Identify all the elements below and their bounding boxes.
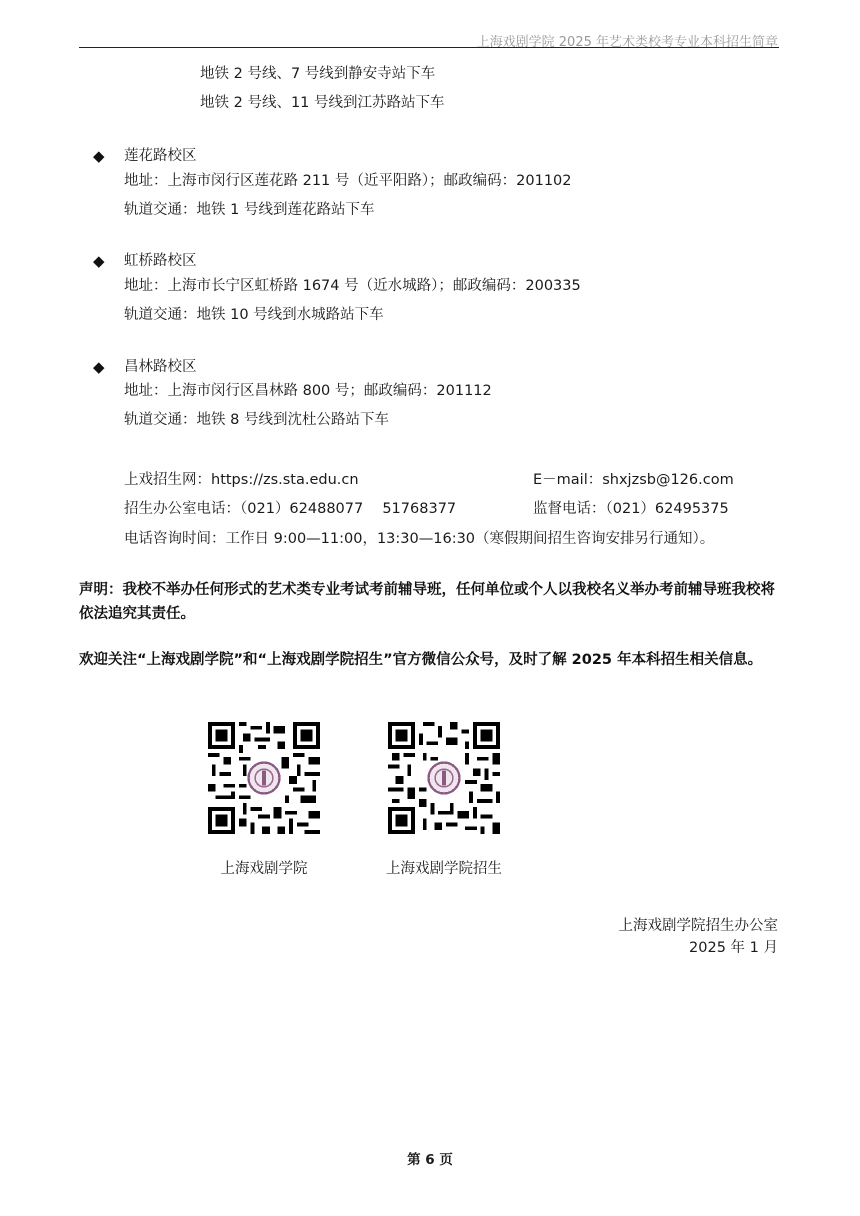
office-phone: 招生办公室电话：（021）62488077 51768377	[124, 501, 457, 517]
diamond-bullet-icon: ◆	[93, 252, 105, 270]
admissions-website[interactable]: 上戏招生网：https://zs.sta.edu.cn	[124, 472, 359, 488]
admissions-email[interactable]: E－mail：shxjzsb@126.com	[533, 472, 734, 488]
supervision-phone: 监督电话：（021）62495375	[533, 501, 729, 517]
campus-address: 地址：上海市闵行区莲花路 211 号（近平阳路）；邮政编码：201102	[124, 173, 572, 189]
qr-code-shanghai-theatre-academy-admissions	[388, 722, 500, 834]
qr-label: 上海戏剧学院招生	[386, 861, 502, 877]
header-divider	[79, 47, 779, 48]
welcome-paragraph: 欢迎关注“上海戏剧学院”和“上海戏剧学院招生”官方微信公众号，及时了解 2025 年本科招生相关信息。	[79, 652, 763, 668]
campus-name: 虹桥路校区	[124, 253, 197, 269]
qr-label: 上海戏剧学院	[220, 861, 308, 877]
campus-name: 昌林路校区	[124, 359, 197, 375]
campus-name: 莲花路校区	[124, 148, 197, 164]
campus-transit: 轨道交通：地铁 10 号线到水城路站下车	[124, 307, 384, 323]
campus-transit: 轨道交通：地铁 8 号线到沈杜公路站下车	[124, 412, 389, 428]
campus-transit: 轨道交通：地铁 1 号线到莲花路站下车	[124, 202, 375, 218]
issue-date: 2025 年 1 月	[689, 940, 778, 956]
statement-paragraph: 声明：我校不举办任何形式的艺术类专业考试考前辅导班，任何单位或个人以我校名义举办考前辅导班我校将依法追究其责任。	[79, 582, 775, 622]
metro-line-jiangsulu: 地铁 2 号线、11 号线到江苏路站下车	[200, 95, 445, 111]
consult-hours: 电话咨询时间：工作日 9:00—11:00，13:30—16:30（寒假期间招生咨询安排另行通知）。	[124, 531, 715, 547]
running-header: 上海戏剧学院 2025 年艺术类校考专业本科招生简章	[476, 35, 778, 50]
campus-address: 地址：上海市长宁区虹桥路 1674 号（近水城路）；邮政编码：200335	[124, 278, 581, 294]
issuer-office: 上海戏剧学院招生办公室	[618, 918, 778, 934]
metro-line-jingansi: 地铁 2 号线、7 号线到静安寺站下车	[200, 66, 436, 82]
diamond-bullet-icon: ◆	[93, 358, 105, 376]
page-number: 第 6 页	[407, 1152, 453, 1168]
campus-address: 地址：上海市闵行区昌林路 800 号；邮政编码：201112	[124, 383, 492, 399]
diamond-bullet-icon: ◆	[93, 147, 105, 165]
qr-code-shanghai-theatre-academy	[208, 722, 320, 834]
